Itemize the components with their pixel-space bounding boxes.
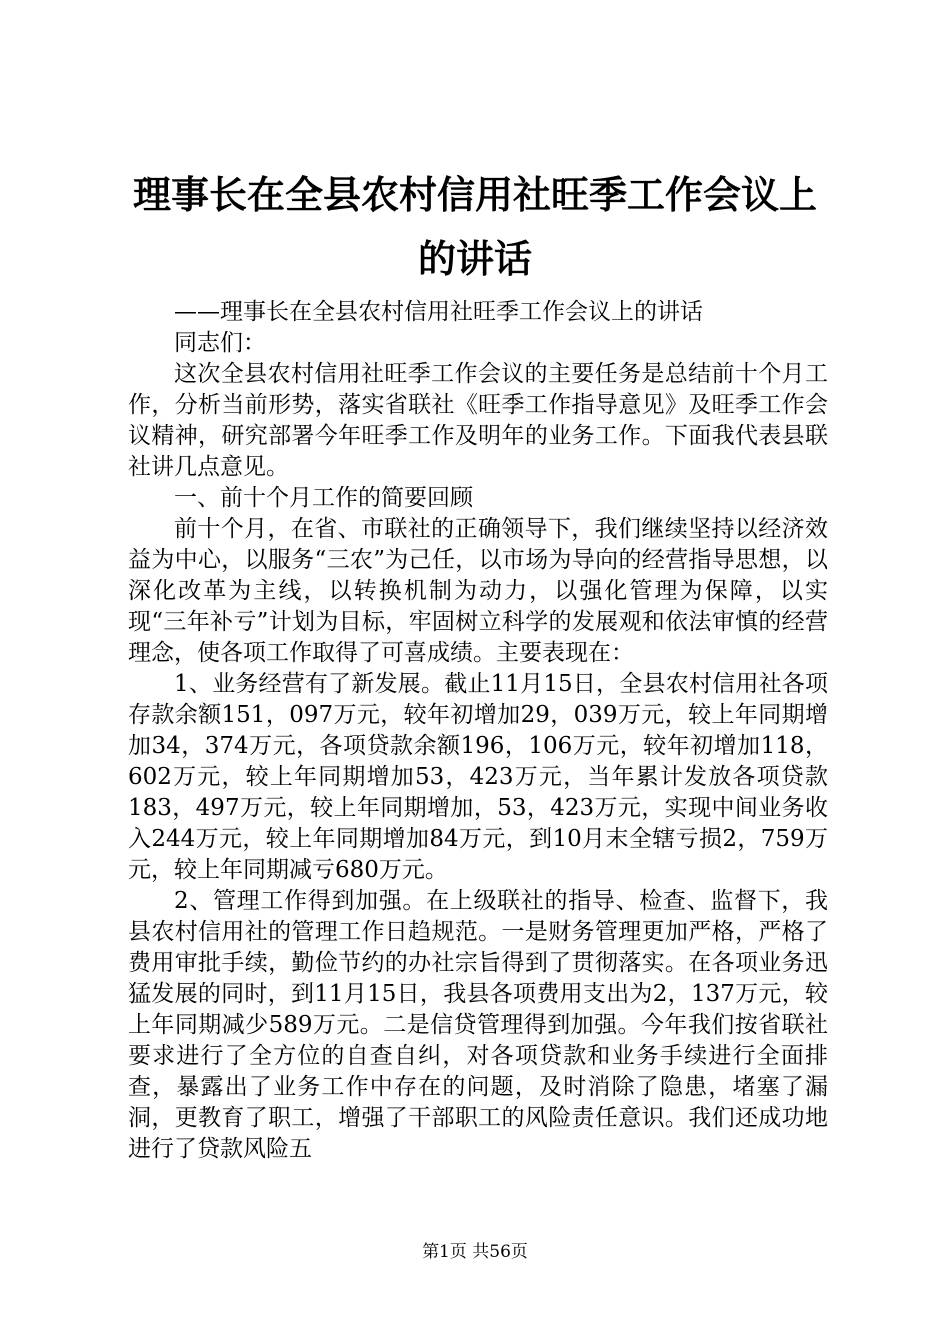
page-number-footer: 第1页 共56页 xyxy=(422,1242,528,1262)
salutation-paragraph: 同志们： xyxy=(174,330,266,356)
review-paragraph: 前十个月，在省、市联社的正确领导下，我们继续坚持以经济效益为中心，以服务“三农”为己任，以市场为导向的经营指导思想，以深化改革为主线，以转换机制为动力，以强化管理为保障，以实现“三年补亏”计划为目标，牢固树立科学的发展观和依法审慎的经营理念，使各项工作取得了可喜成绩。主要表现在： xyxy=(128,516,828,666)
business-paragraph: 1、业务经营有了新发展。截止11月15日，全县农村信用社各项存款余额151，097万元，较年初增加29，039万元，较上年同期增加34，374万元，各项贷款余额196，106万元，较年初增加118，602万元，较上年同期增加53，423万元，当年累计发放各项贷款183，497万元，较上年同期增加，53，423万元，实现中间业务收入244万元，较上年同期增加84万元，到10月末全辖亏损2，759万元，较上年同期减亏680万元。 xyxy=(128,671,828,883)
document-title: 理事长在全县农村信用社旺季工作会议上的讲话 xyxy=(132,172,817,281)
management-paragraph: 2、管理工作得到加强。在上级联社的指导、检查、监督下，我县农村信用社的管理工作日趋规范。一是财务管理更加严格，严格了费用审批手续，勤俭节约的办社宗旨得到了贯彻落实。在各项业务迅猛发展的同时，到11月15日，我县各项费用支出为2，137万元，较上年同期减少589万元。二是信贷管理得到加强。今年我们按省联社要求进行了全方位的自查自纠，对各项贷款和业务手续进行全面排查，暴露出了业务工作中存在的问题，及时消除了隐患，堵塞了漏洞，更教育了职工，增强了干部职工的风险责任意识。我们还成功地进行了贷款风险五 xyxy=(128,888,828,1162)
document-body xyxy=(128,297,828,1165)
section-heading: 一、前十个月工作的简要回顾 xyxy=(174,485,473,511)
subtitle-paragraph: ——理事长在全县农村信用社旺季工作会议上的讲话 xyxy=(174,299,703,325)
intro-paragraph: 这次全县农村信用社旺季工作会议的主要任务是总结前十个月工作，分析当前形势，落实省联社《旺季工作指导意见》及旺季工作会议精神，研究部署今年旺季工作及明年的业务工作。下面我代表县联社讲几点意见。 xyxy=(128,361,828,480)
